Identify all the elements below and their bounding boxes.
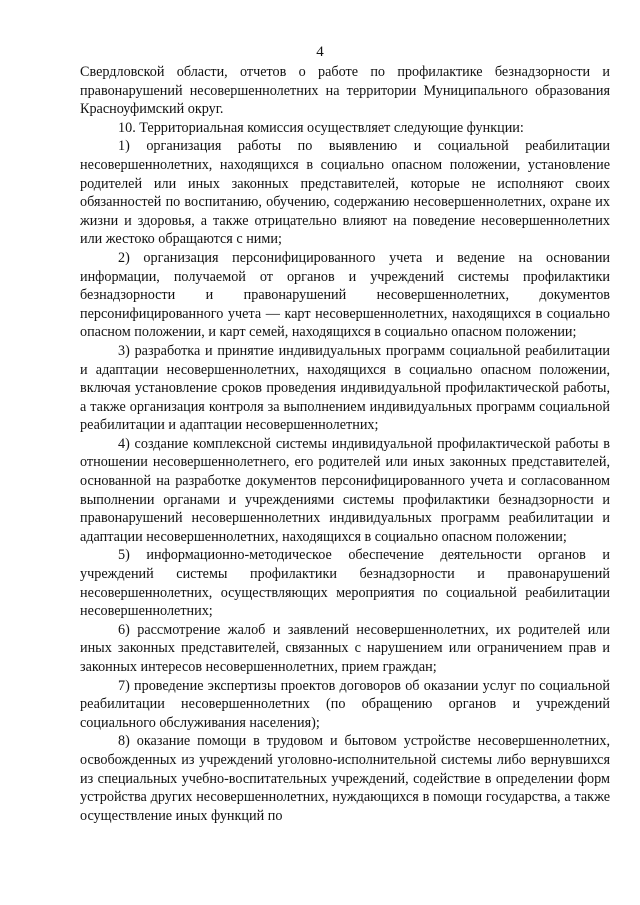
lead-paragraph: Свердловской области, отчетов о работе по профилактике безнадзорности и правонарушений несовершеннолетних на территории Муниципального образования Красноуфимский округ. [80, 64, 610, 118]
function-item-1: 1) организация работы по выявлению и социальной реабилитации несовершеннолетних, находящихся в социально опасном положении, установление родителей или иных законных представителей, которые не исполняют своих обязанностей по воспитанию, обучению, содержанию несовершеннолетних, охране их жизни и здоровья, а также отрицательно влияют на поведение несовершеннолетних или жестоко обращаются с ними; [80, 138, 610, 248]
function-item-7: 7) проведение экспертизы проектов договоров об оказании услуг по социальной реабилитации несовершеннолетних (по обращению органов и учреждений социального обслуживания населения); [80, 677, 610, 731]
function-item-5: 5) информационно-методическое обеспечение деятельности органов и учреждений системы профилактики безнадзорности и правонарушений несовершеннолетних, осуществляющих мероприятия по социальной реабилитации несовершеннолетних; [80, 547, 610, 620]
page-number: 4 [316, 44, 324, 60]
function-item-2: 2) организация персонифицированного учета и ведение на основании информации, получаемой от органов и учреждений системы профилактики безнадзорности и правонарушений несовершеннолетних, документов персонифицированного учета — карт несовершеннолетних, находящихся в социально опасном положении, и карт семей, находящихся в социально опасном положении; [80, 249, 610, 341]
function-item-3: 3) разработка и принятие индивидуальных программ социальной реабилитации и адаптации несовершеннолетних, находящихся в социально опасном положении, включая установление сроков проведения индивидуальной профилактической работы, а также организация контроля за выполнением индивидуальных программ социальной реабилитации и адаптации несовершеннолетних; [80, 342, 610, 434]
function-item-8: 8) оказание помощи в трудовом и бытовом устройстве несовершеннолетних, освобожденных из учреждений уголовно-исполнительной системы либо вернувшихся из специальных учебно-воспитательных учреждений, содействие в определении форм устройства других несовершеннолетних, нуждающихся в помощи государства, а также осуществление иных функций по [80, 733, 610, 824]
function-item-4: 4) создание комплексной системы индивидуальной профилактической работы в отношении несовершеннолетнего, его родителей или иных законных представителей, основанной на разработке документов персонифицированного учета и согласованном выполнении органами и учреждениями системы профилактики безнадзорности и правонарушений несовершеннолетних индивидуальных программ реабилитации и адаптации несовершеннолетних, находящихся в социально опасном положении; [80, 435, 610, 545]
function-item-6: 6) рассмотрение жалоб и заявлений несовершеннолетних, их родителей или иных законных представителей, связанных с нарушением или ограничением прав и законных интересов несовершеннолетних, прием граждан; [80, 621, 610, 675]
document-body [80, 63, 610, 825]
section-10-intro: 10. Территориальная комиссия осуществляет следующие функции: [118, 119, 524, 136]
